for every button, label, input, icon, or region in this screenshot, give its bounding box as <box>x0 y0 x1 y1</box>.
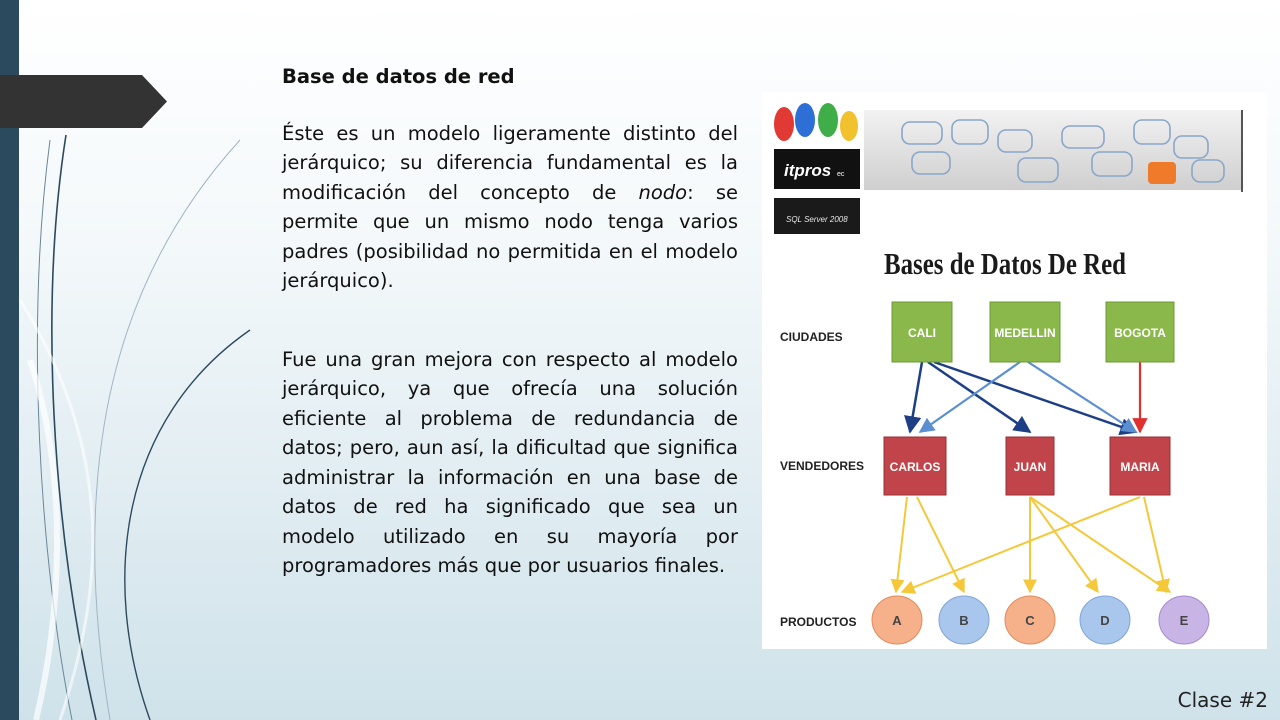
product-node-a <box>872 596 922 644</box>
svg-text:E: E <box>1179 613 1189 628</box>
city-node-medellin <box>990 302 1060 362</box>
svg-text:JUAN: JUAN <box>1013 460 1047 474</box>
seller-node-carlos <box>884 437 946 495</box>
paragraph-1 <box>282 119 738 296</box>
row-label-vendedores: VENDEDORES <box>780 459 865 473</box>
seller-node-juan <box>1006 437 1054 495</box>
row-label-productos: PRODUCTOS <box>780 615 857 629</box>
orange-database-icon <box>1148 162 1176 184</box>
svg-text:MEDELLIN: MEDELLIN <box>994 326 1056 340</box>
sql-server-logo-text: SQL Server 2008 <box>786 215 848 224</box>
seller-node-maria <box>1110 437 1170 495</box>
city-node-bogota <box>1106 302 1174 362</box>
paragraph-1-part-1: Éste es un modelo ligeramente distinto del jerárquico; su diferencia fundamental es la modificación del concepto de <box>282 121 738 204</box>
svg-text:B: B <box>959 613 969 628</box>
svg-text:A: A <box>892 613 902 628</box>
slide-heading: Base de datos de red <box>282 65 515 88</box>
seller-product-arrows <box>896 497 1170 592</box>
red-circle-icon <box>774 107 794 141</box>
slide-footer: Clase #2 <box>1177 688 1268 712</box>
svg-text:D: D <box>1100 613 1110 628</box>
row-label-ciudades: CIUDADES <box>780 330 843 344</box>
yellow-circle-icon <box>840 111 858 141</box>
content-text <box>282 62 738 581</box>
city-node-cali <box>892 302 952 362</box>
paragraph-2: Fue una gran mejora con respecto al modelo jerárquico, ya que ofrecía una solución eficiente al problema de redundancia de datos; pero, aun así, la dificultad que significa administrar la información en una base de datos de red ha significado que sea un modelo utilizado en su mayoría por programadores más que por usuarios finales. <box>282 347 738 577</box>
paragraph-1-emphasis: nodo <box>638 180 688 204</box>
product-node-c <box>1005 596 1055 644</box>
network-database-figure <box>762 92 1267 649</box>
svg-text:BOGOTA: BOGOTA <box>1114 326 1166 340</box>
product-node-e <box>1159 596 1209 644</box>
network-diagram <box>762 92 1267 649</box>
paragraph-1-part-2: : se permite que un mismo nodo tenga varios padres (posibilidad no permitida en el modelo jerárquico). <box>282 180 738 292</box>
green-circle-icon <box>818 103 838 137</box>
svg-text:MARIA: MARIA <box>1120 460 1160 474</box>
city-seller-arrows <box>910 362 1140 432</box>
title-tab-shape <box>0 75 167 128</box>
svg-text:C: C <box>1025 613 1035 628</box>
svg-text:CALI: CALI <box>908 326 936 340</box>
blue-circle-icon <box>795 103 815 137</box>
itpros-logo-suffix: ec <box>837 171 845 178</box>
figure-title: Bases de Datos De Red <box>884 246 1126 281</box>
itpros-logo-text: itpros <box>784 161 832 180</box>
product-node-b <box>939 596 989 644</box>
product-node-d <box>1080 596 1130 644</box>
svg-text:CARLOS: CARLOS <box>889 460 941 474</box>
